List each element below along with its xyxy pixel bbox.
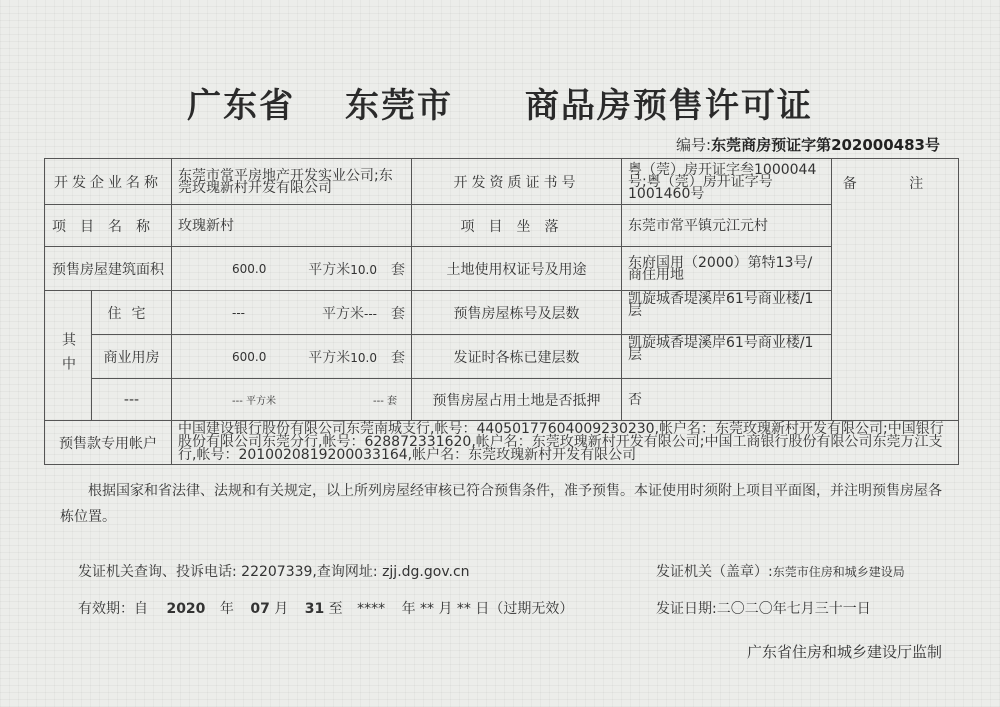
end-day: ** [456,601,471,617]
qualification-value: 粤（莞）房开证字叁1000044号;粤（莞）房开证字号1001460号 [622,159,832,205]
inquiry-phone: 22207339, [241,564,317,580]
land-cert-label: 土地使用权证号及用途 [412,247,622,291]
mortgage-label: 预售房屋占用土地是否抵押 [412,379,622,421]
end-day-char: 日 [475,601,490,617]
commercial-area: 600.0 [232,349,267,364]
website: zjj.dg.gov.cn [382,564,470,580]
row-presale-area [45,247,959,291]
validity-line [78,598,573,618]
commercial-sets-unit: 套 [391,349,405,366]
developer-value: 东莞市常平房地产开发实业公司;东莞玫瑰新村开发有限公司 [172,159,412,205]
title-province: 广东省 [187,86,296,126]
residential-sets-unit: 套 [391,305,405,322]
row-account [45,421,959,465]
location-label: 项目坐落 [412,205,622,247]
end-month-char: 月 [438,601,453,617]
qualification-label: 开发资质证书号 [412,159,622,205]
title-name: 商品房预售许可证 [524,86,813,126]
presale-area-label: 预售房屋建筑面积 [45,247,172,291]
building-value: 凯旋城香堤溪岸61号商业楼/1层 [622,291,832,335]
other-sets: --- [372,396,384,407]
inquiry-line [78,561,470,581]
issue-date-label: 发证日期: [656,601,717,617]
website-label: 查询网址: [316,564,378,580]
building-label: 预售房屋栋号及层数 [412,291,622,335]
residential-label: 住宅 [92,291,172,335]
other-sqm-unit: 平方米 [246,396,277,407]
project-label: 项目名称 [45,205,172,247]
other-cell [172,379,412,421]
to-label: 至 [328,601,343,617]
issuer-value: 东莞市住房和城乡建设局 [772,565,905,579]
valid-day: 31 [304,601,325,617]
among-label: 其中 [45,291,92,421]
other-label: --- [92,379,172,421]
presale-area-cell [172,247,412,291]
residential-sqm-unit: 平方米 [322,305,364,322]
end-month: ** [420,601,435,617]
row-developer [45,159,959,205]
developer-label: 开发企业名称 [45,159,172,205]
location-value: 东莞市常平镇元江元村 [622,205,832,247]
issuer-label: 发证机关（盖章）: [656,564,773,580]
expired-note: （过期无效） [489,601,574,617]
commercial-label: 商业用房 [92,335,172,379]
built-floors-value: 凯旋城香堤溪岸61号商业楼/1层 [622,335,832,379]
title-city: 东莞市 [345,86,453,126]
certificate-table [44,158,959,465]
presale-sets-value: 10.0 [350,262,377,277]
valid-month-char: 月 [274,601,289,617]
presale-area-value: 600.0 [232,261,267,276]
issue-date-value: 二〇二〇年七月三十一日 [716,601,871,617]
valid-year: 2020 [166,601,206,617]
commercial-sqm-unit: 平方米 [308,349,351,366]
other-area: --- [232,396,243,407]
row-residential [45,291,959,335]
validity-label: 有效期：自 [78,601,148,617]
residential-sets: --- [364,306,377,321]
end-year: **** [357,601,386,617]
residential-area: --- [232,305,245,320]
issue-date-line [656,598,871,618]
certificate-title [0,78,1000,127]
built-floors-label: 发证时各栋已建层数 [412,335,622,379]
row-project [45,205,959,247]
statement: 根据国家和省法律、法规和有关规定，以上所列房屋经审核已符合预售条件，准予预售。本证使用时须附上项目平面图，并注明预售房屋各栋位置。 [60,483,942,525]
project-value: 玫瑰新村 [172,205,412,247]
certificate-number [676,134,940,155]
commercial-sets: 10.0 [350,350,377,365]
cert-no-label: 编号: [676,136,712,154]
inquiry-label: 发证机关查询、投诉电话: [78,564,237,580]
account-value: 中国建设银行股份有限公司东莞南城支行,帐号：44050177604009230230,帐户名：东莞玫瑰新村开发有限公司;中国银行股份有限公司东莞分行,帐号：628872331620,帐户名：东莞玫瑰新村开发有限公司;中国工商银行股份有限公司东莞万江支行,帐号：2010020819200033164,帐户名：东莞玫瑰新村开发有限公司 [172,421,959,465]
residential-cell [172,291,412,335]
end-year-char: 年 [401,601,416,617]
other-sets-unit: 套 [387,396,397,407]
row-other [45,379,959,421]
presale-sqm-unit: 平方米 [308,261,351,278]
mortgage-value: 否 [622,379,832,421]
cert-no-value: 东莞商房预证字第202000483号 [711,136,940,154]
commercial-cell [172,335,412,379]
issuer-line [656,561,905,581]
valid-year-char: 年 [219,601,234,617]
valid-month: 07 [250,601,270,617]
row-commercial [45,335,959,379]
presale-sets-unit: 套 [391,261,405,278]
notes-label: 备 注 [842,176,948,192]
notes-cell [832,159,959,421]
account-label: 预售款专用帐户 [45,421,172,465]
land-cert-value: 东府国用（2000）第特13号/商住用地 [622,247,832,291]
supervisor-note: 广东省住房和城乡建设厅监制 [746,643,942,661]
